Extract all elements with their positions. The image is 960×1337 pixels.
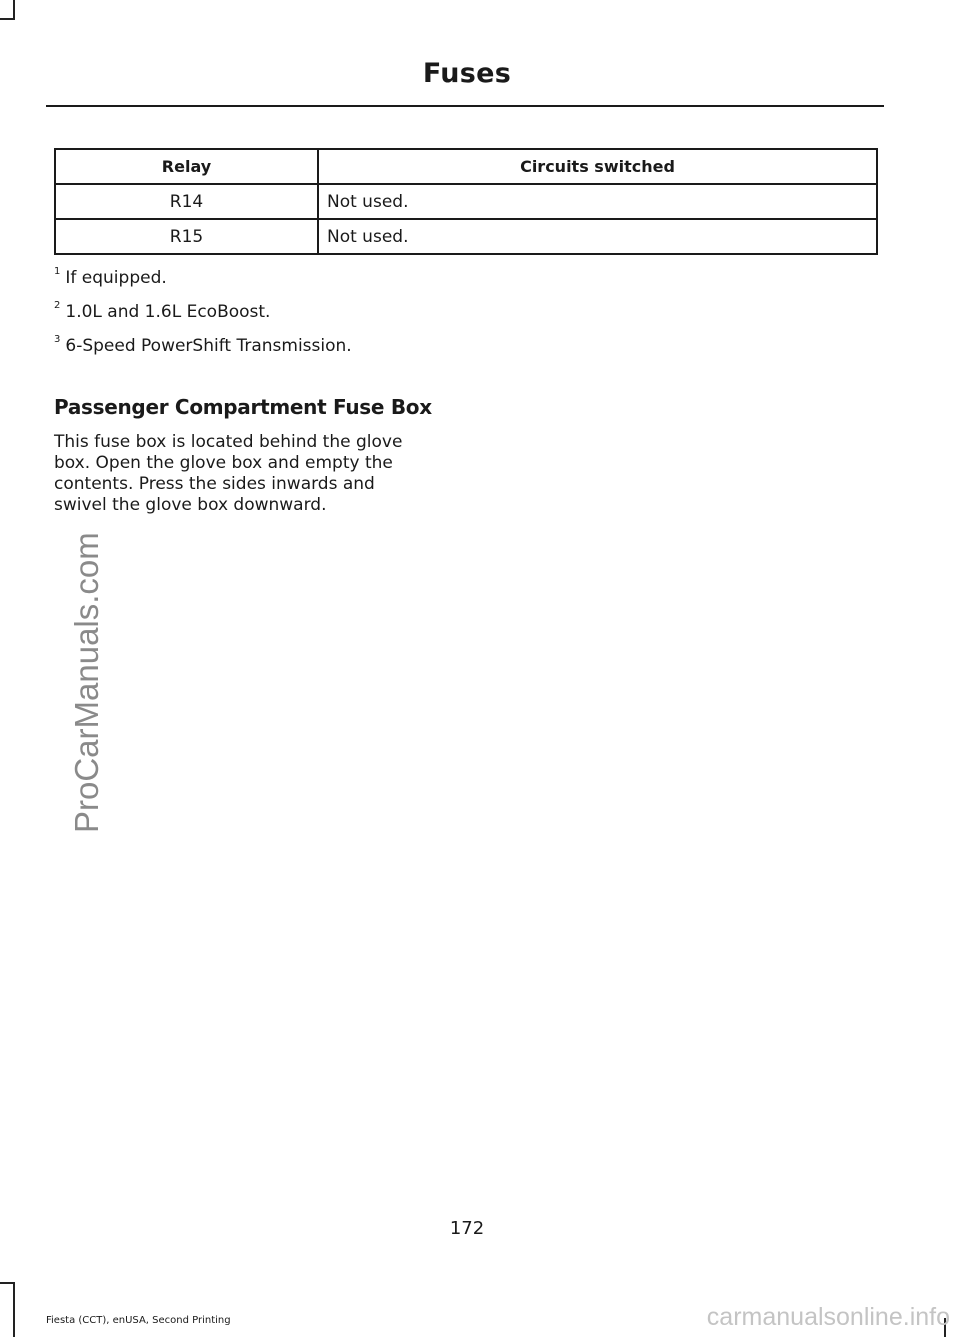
footnote-text: If equipped. (65, 268, 167, 288)
section-body (54, 432, 454, 516)
column-header-relay: Relay (55, 149, 318, 184)
relay-cell: R15 (55, 219, 318, 254)
column-header-circuits: Circuits switched (318, 149, 877, 184)
circuit-cell: Not used. (318, 184, 877, 219)
body-line: box. Open the glove box and empty the (54, 453, 393, 473)
crop-mark (13, 0, 15, 20)
body-line: swivel the glove box downward. (54, 495, 327, 515)
footnote (54, 268, 167, 288)
footer-site-watermark: carmanualsonline.info (706, 1303, 950, 1331)
table-row (55, 184, 877, 219)
relay-table (54, 148, 878, 255)
footnote-marker: 3 (54, 334, 61, 345)
body-line: This fuse box is located behind the glove (54, 432, 403, 452)
footnote-text: 6-Speed PowerShift Transmission. (65, 336, 352, 356)
relay-cell: R14 (55, 184, 318, 219)
footnote (54, 302, 270, 322)
footnote-text: 1.0L and 1.6L EcoBoost. (65, 302, 271, 322)
section-heading: Passenger Compartment Fuse Box (54, 395, 432, 419)
title-divider (46, 105, 884, 107)
footnote-marker: 1 (54, 266, 61, 277)
watermark: ProCarManuals.com (68, 532, 105, 833)
crop-mark (0, 18, 15, 20)
table-row (55, 219, 877, 254)
footnote-marker: 2 (54, 300, 61, 311)
footer-edition: Fiesta (CCT), enUSA, Second Printing (46, 1315, 231, 1326)
footnote (54, 336, 352, 356)
page-number: 172 (449, 1218, 485, 1239)
body-line: contents. Press the sides inwards and (54, 474, 375, 494)
page-title: Fuses (422, 58, 512, 89)
table-header-row (55, 149, 877, 184)
circuit-cell: Not used. (318, 219, 877, 254)
crop-mark (0, 1282, 15, 1284)
crop-mark (13, 1282, 15, 1337)
